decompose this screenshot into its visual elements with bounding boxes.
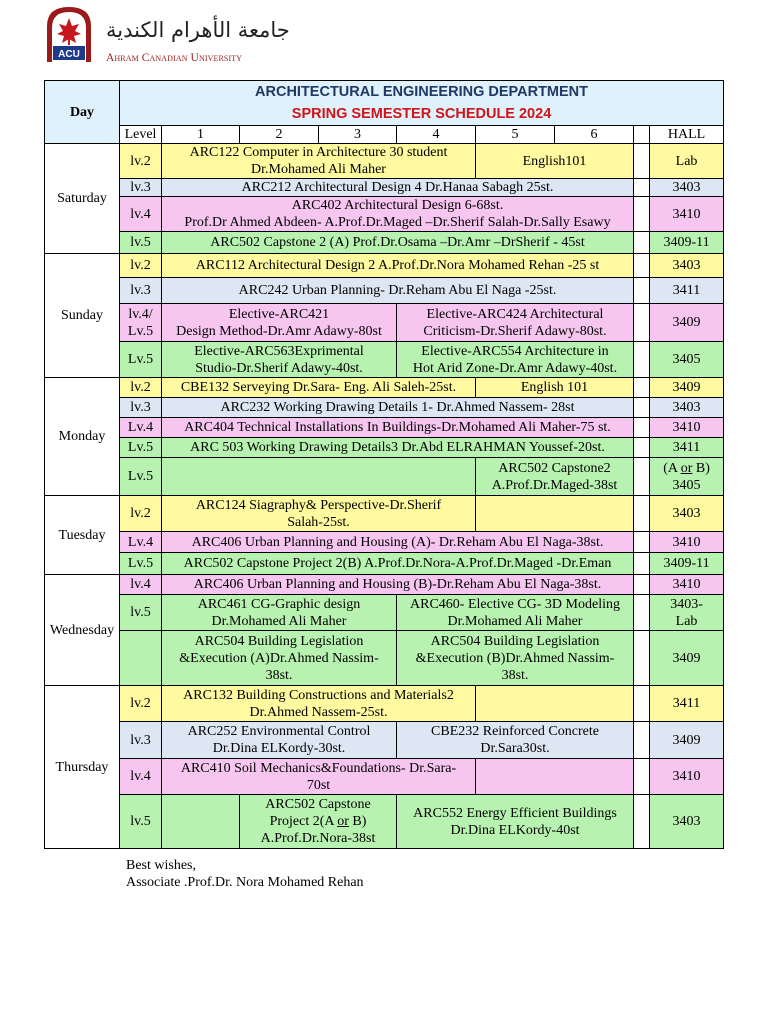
empty-slot bbox=[162, 795, 240, 849]
day-column-header: Day bbox=[45, 81, 120, 144]
level-line: lv.4/ bbox=[128, 306, 153, 322]
level-cell: lv.5 bbox=[120, 232, 162, 254]
class-cell bbox=[397, 795, 634, 849]
instructor-line: Dr.Sara30st. bbox=[480, 741, 550, 756]
class-cell bbox=[397, 342, 634, 378]
day-monday: Monday bbox=[45, 378, 120, 496]
instructor-line: A.Prof.Dr.Nora-38st bbox=[260, 831, 376, 846]
instructor-line: 70st bbox=[306, 777, 331, 793]
class-cell: ARC232 Working Drawing Details 1- Dr.Ahmed Nassem- 28st bbox=[162, 398, 634, 418]
instructor-line: A.Prof.Dr.Maged-38st bbox=[491, 477, 618, 493]
day-wednesday: Wednesday bbox=[45, 575, 120, 686]
class-cell bbox=[162, 197, 634, 232]
spacer-cell bbox=[634, 254, 650, 278]
instructor-line: Dr.Dina ELKordy-30st. bbox=[212, 741, 346, 756]
instructor-line: Dr.Mohamed Ali Maher bbox=[447, 613, 583, 629]
level-cell: lv.5 bbox=[120, 595, 162, 631]
hall-cell: 3409 bbox=[650, 304, 724, 342]
spacer-cell bbox=[634, 342, 650, 378]
course-part: B) bbox=[348, 814, 367, 829]
hall-cell: 3411 bbox=[650, 278, 724, 304]
course-line bbox=[242, 813, 394, 830]
spacer-cell bbox=[634, 595, 650, 631]
hall-cell: 3403 bbox=[650, 179, 724, 197]
hall-line: 3405 bbox=[672, 477, 701, 493]
hall-cell: 3403 bbox=[650, 254, 724, 278]
class-cell bbox=[162, 686, 476, 722]
class-cell bbox=[162, 631, 397, 686]
hall-cell: Lab bbox=[650, 144, 724, 179]
spacer-cell bbox=[634, 795, 650, 849]
class-cell: ARC212 Architectural Design 4 Dr.Hanaa Sabagh 25st. bbox=[162, 179, 634, 197]
class-cell bbox=[397, 595, 634, 631]
hall-cell: 3410 bbox=[650, 759, 724, 795]
class-cell: ARC502 Capstone Project 2(B) A.Prof.Dr.Nora-A.Prof.Dr.Maged -Dr.Eman bbox=[162, 553, 634, 575]
level-cell: lv.3 bbox=[120, 278, 162, 304]
hall-line: 3403- bbox=[670, 596, 703, 612]
level-cell: lv.4 bbox=[120, 197, 162, 232]
hall-part: B) bbox=[692, 460, 710, 476]
university-arabic-name: جامعة الأهرام الكندية bbox=[106, 18, 290, 42]
hall-cell: 3409-11 bbox=[650, 553, 724, 575]
class-cell: ARC112 Architectural Design 2 A.Prof.Dr.Nora Mohamed Rehan -25 st bbox=[162, 254, 634, 278]
hall-cell: 3409 bbox=[650, 631, 724, 686]
level-cell: lv.4 bbox=[120, 759, 162, 795]
department-title: ARCHITECTURAL ENGINEERING DEPARTMENT bbox=[255, 84, 589, 100]
svg-text:ACU: ACU bbox=[58, 49, 80, 60]
spacer-cell bbox=[634, 575, 650, 595]
level-cell: lv.2 bbox=[120, 496, 162, 532]
slot-header-4: 4 bbox=[397, 126, 476, 144]
level-column-header: Level bbox=[120, 126, 162, 144]
schedule-title bbox=[120, 81, 724, 126]
level-cell: Lv.5 bbox=[120, 342, 162, 378]
university-header bbox=[44, 4, 290, 66]
course-line: ARC402 Architectural Design 6-68st. bbox=[291, 198, 504, 213]
instructor-line: &Execution (B)Dr.Ahmed Nassim- bbox=[415, 650, 615, 666]
level-cell: lv.3 bbox=[120, 722, 162, 759]
level-cell: Lv.5 bbox=[120, 458, 162, 496]
level-cell: Lv.5 bbox=[120, 438, 162, 458]
class-cell: ARC406 Urban Planning and Housing (B)-Dr.Reham Abu El Naga-38st. bbox=[162, 575, 634, 595]
day-tuesday: Tuesday bbox=[45, 496, 120, 575]
course-line: ARC502 Capstone2 bbox=[498, 460, 611, 476]
students-line: 38st. bbox=[501, 667, 529, 683]
empty-slot bbox=[476, 496, 634, 532]
university-logo-icon bbox=[44, 4, 94, 64]
footer-signature bbox=[126, 857, 364, 891]
spacer-cell bbox=[634, 378, 650, 398]
level-cell: lv.3 bbox=[120, 398, 162, 418]
class-cell: English101 bbox=[476, 144, 634, 179]
instructor-line: Salah-25st. bbox=[287, 514, 350, 530]
spacer-cell bbox=[634, 197, 650, 232]
slot-header-1: 1 bbox=[162, 126, 240, 144]
spacer-cell bbox=[634, 631, 650, 686]
hall-column-header: HALL bbox=[650, 126, 724, 144]
instructor-line: Dr.Mohamed Ali Maher bbox=[251, 162, 386, 177]
spacer-cell bbox=[634, 438, 650, 458]
course-line: ARC502 Capstone bbox=[265, 797, 371, 812]
empty-slot bbox=[476, 686, 634, 722]
spacer-cell bbox=[634, 759, 650, 795]
class-cell: ARC406 Urban Planning and Housing (A)- Dr.Reham Abu El Naga-38st. bbox=[162, 532, 634, 553]
class-cell: ARC242 Urban Planning- Dr.Reham Abu El Naga -25st. bbox=[162, 278, 634, 304]
spacer-cell bbox=[634, 144, 650, 179]
class-cell bbox=[476, 458, 634, 496]
level-cell: lv.4 bbox=[120, 575, 162, 595]
class-cell: ARC502 Capstone 2 (A) Prof.Dr.Osama –Dr.Amr –DrSherif - 45st bbox=[162, 232, 634, 254]
level-cell bbox=[120, 631, 162, 686]
spacer-cell bbox=[634, 126, 650, 144]
hall-cell: 3411 bbox=[650, 686, 724, 722]
class-cell bbox=[162, 595, 397, 631]
slot-header-2: 2 bbox=[240, 126, 319, 144]
slot-header-6: 6 bbox=[555, 126, 634, 144]
level-line: Lv.5 bbox=[127, 323, 154, 339]
hall-cell: 3409 bbox=[650, 378, 724, 398]
spacer-cell bbox=[634, 179, 650, 197]
level-cell: Lv.4 bbox=[120, 418, 162, 438]
hall-cell: 3405 bbox=[650, 342, 724, 378]
instructor-line: Hot Arid Zone-Dr.Amr Adawy-40st. bbox=[412, 360, 618, 376]
level-cell: lv.3 bbox=[120, 179, 162, 197]
course-line: ARC460- Elective CG- 3D Modeling bbox=[410, 596, 620, 612]
hall-or: or bbox=[680, 460, 693, 476]
hall-cell: 3409 bbox=[650, 722, 724, 759]
class-cell bbox=[397, 722, 634, 759]
empty-slot bbox=[476, 759, 634, 795]
level-cell: Lv.4 bbox=[120, 532, 162, 553]
level-cell: lv.2 bbox=[120, 378, 162, 398]
course-line: ARC410 Soil Mechanics&Foundations- Dr.Sara- bbox=[180, 760, 457, 776]
semester-title: SPRING SEMESTER SCHEDULE 2024 bbox=[291, 106, 552, 122]
instructor-line: Dr.Dina ELKordy-40st bbox=[450, 822, 580, 838]
day-sunday: Sunday bbox=[45, 254, 120, 378]
course-line: Elective-ARC421 bbox=[228, 306, 330, 322]
course-line: CBE232 Reinforced Concrete bbox=[431, 724, 599, 739]
spacer-cell bbox=[634, 686, 650, 722]
spacer-cell bbox=[634, 278, 650, 304]
footer-greeting: Best wishes, bbox=[126, 858, 196, 873]
hall-cell: 3403 bbox=[650, 398, 724, 418]
instructor-line: Design Method-Dr.Amr Adawy-80st bbox=[176, 323, 382, 339]
students-line: 38st. bbox=[265, 667, 293, 683]
spacer-cell bbox=[634, 532, 650, 553]
hall-cell: 3409-11 bbox=[650, 232, 724, 254]
hall-cell: 3403 bbox=[650, 795, 724, 849]
schedule-table bbox=[44, 80, 724, 849]
level-cell: Lv.5 bbox=[120, 553, 162, 575]
course-line: ARC504 Building Legislation bbox=[194, 633, 364, 649]
course-line: Elective-ARC424 Architectural bbox=[426, 306, 604, 322]
class-cell bbox=[397, 631, 634, 686]
course-line: ARC504 Building Legislation bbox=[430, 633, 600, 649]
class-cell: ARC404 Technical Installations In Buildings-Dr.Mohamed Ali Maher-75 st. bbox=[162, 418, 634, 438]
class-cell: English 101 bbox=[476, 378, 634, 398]
instructor-line: &Execution (A)Dr.Ahmed Nassim- bbox=[179, 650, 379, 666]
course-line: ARC124 Siagraphy& Perspective-Dr.Sherif bbox=[195, 497, 442, 513]
instructor-line: Criticism-Dr.Sherif Adawy-80st. bbox=[423, 323, 607, 339]
university-english-name: Ahram Canadian University bbox=[106, 52, 243, 64]
level-cell: lv.5 bbox=[120, 795, 162, 849]
class-cell bbox=[162, 496, 476, 532]
day-thursday: Thursday bbox=[45, 686, 120, 849]
course-line: ARC122 Computer in Architecture 30 student bbox=[189, 145, 448, 160]
day-saturday: Saturday bbox=[45, 144, 120, 254]
spacer-cell bbox=[634, 496, 650, 532]
class-cell bbox=[162, 342, 397, 378]
course-or: or bbox=[337, 814, 349, 829]
level-cell: lv.2 bbox=[120, 144, 162, 179]
slot-header-5: 5 bbox=[476, 126, 555, 144]
level-cell bbox=[120, 304, 162, 342]
course-line: ARC252 Environmental Control bbox=[187, 724, 371, 739]
spacer-cell bbox=[634, 722, 650, 759]
hall-cell: 3411 bbox=[650, 438, 724, 458]
class-cell bbox=[162, 759, 476, 795]
level-cell: lv.2 bbox=[120, 254, 162, 278]
spacer-cell bbox=[634, 304, 650, 342]
course-line: Elective-ARC554 Architecture in bbox=[421, 343, 609, 359]
hall-part: (A bbox=[663, 460, 681, 476]
spacer-cell bbox=[634, 398, 650, 418]
course-line: ARC132 Building Constructions and Materials2 bbox=[183, 687, 454, 703]
instructor-line: Prof.Dr Ahmed Abdeen- A.Prof.Dr.Maged –Dr.Sherif Salah-Dr.Sally Esawy bbox=[184, 215, 611, 230]
course-line: ARC552 Energy Efficient Buildings bbox=[413, 805, 617, 821]
hall-cell bbox=[650, 458, 724, 496]
class-cell bbox=[162, 144, 476, 179]
hall-cell: 3410 bbox=[650, 532, 724, 553]
course-line: Elective-ARC563Exprimental bbox=[194, 343, 364, 359]
course-line: ARC461 CG-Graphic design bbox=[197, 596, 361, 612]
level-cell: lv.2 bbox=[120, 686, 162, 722]
empty-slot bbox=[162, 458, 476, 496]
hall-cell bbox=[650, 595, 724, 631]
class-cell bbox=[240, 795, 397, 849]
class-cell bbox=[162, 304, 397, 342]
class-cell: ARC 503 Working Drawing Details3 Dr.Abd ELRAHMAN Youssef-20st. bbox=[162, 438, 634, 458]
instructor-line: Dr.Ahmed Nassem-25st. bbox=[249, 704, 388, 720]
hall-line bbox=[652, 460, 721, 477]
course-part: Project 2(A bbox=[269, 814, 338, 829]
instructor-line: Studio-Dr.Sherif Adawy-40st. bbox=[195, 360, 363, 376]
instructor-line: Dr.Mohamed Ali Maher bbox=[211, 613, 347, 629]
slot-header-3: 3 bbox=[319, 126, 397, 144]
hall-cell: 3410 bbox=[650, 197, 724, 232]
hall-line: Lab bbox=[675, 613, 698, 629]
class-cell bbox=[397, 304, 634, 342]
footer-signatory: Associate .Prof.Dr. Nora Mohamed Rehan bbox=[126, 875, 364, 890]
spacer-cell bbox=[634, 553, 650, 575]
spacer-cell bbox=[634, 232, 650, 254]
spacer-cell bbox=[634, 458, 650, 496]
spacer-cell bbox=[634, 418, 650, 438]
class-cell: CBE132 Serveying Dr.Sara- Eng. Ali Saleh-25st. bbox=[162, 378, 476, 398]
class-cell bbox=[162, 722, 397, 759]
hall-cell: 3403 bbox=[650, 496, 724, 532]
hall-cell: 3410 bbox=[650, 575, 724, 595]
hall-cell: 3410 bbox=[650, 418, 724, 438]
